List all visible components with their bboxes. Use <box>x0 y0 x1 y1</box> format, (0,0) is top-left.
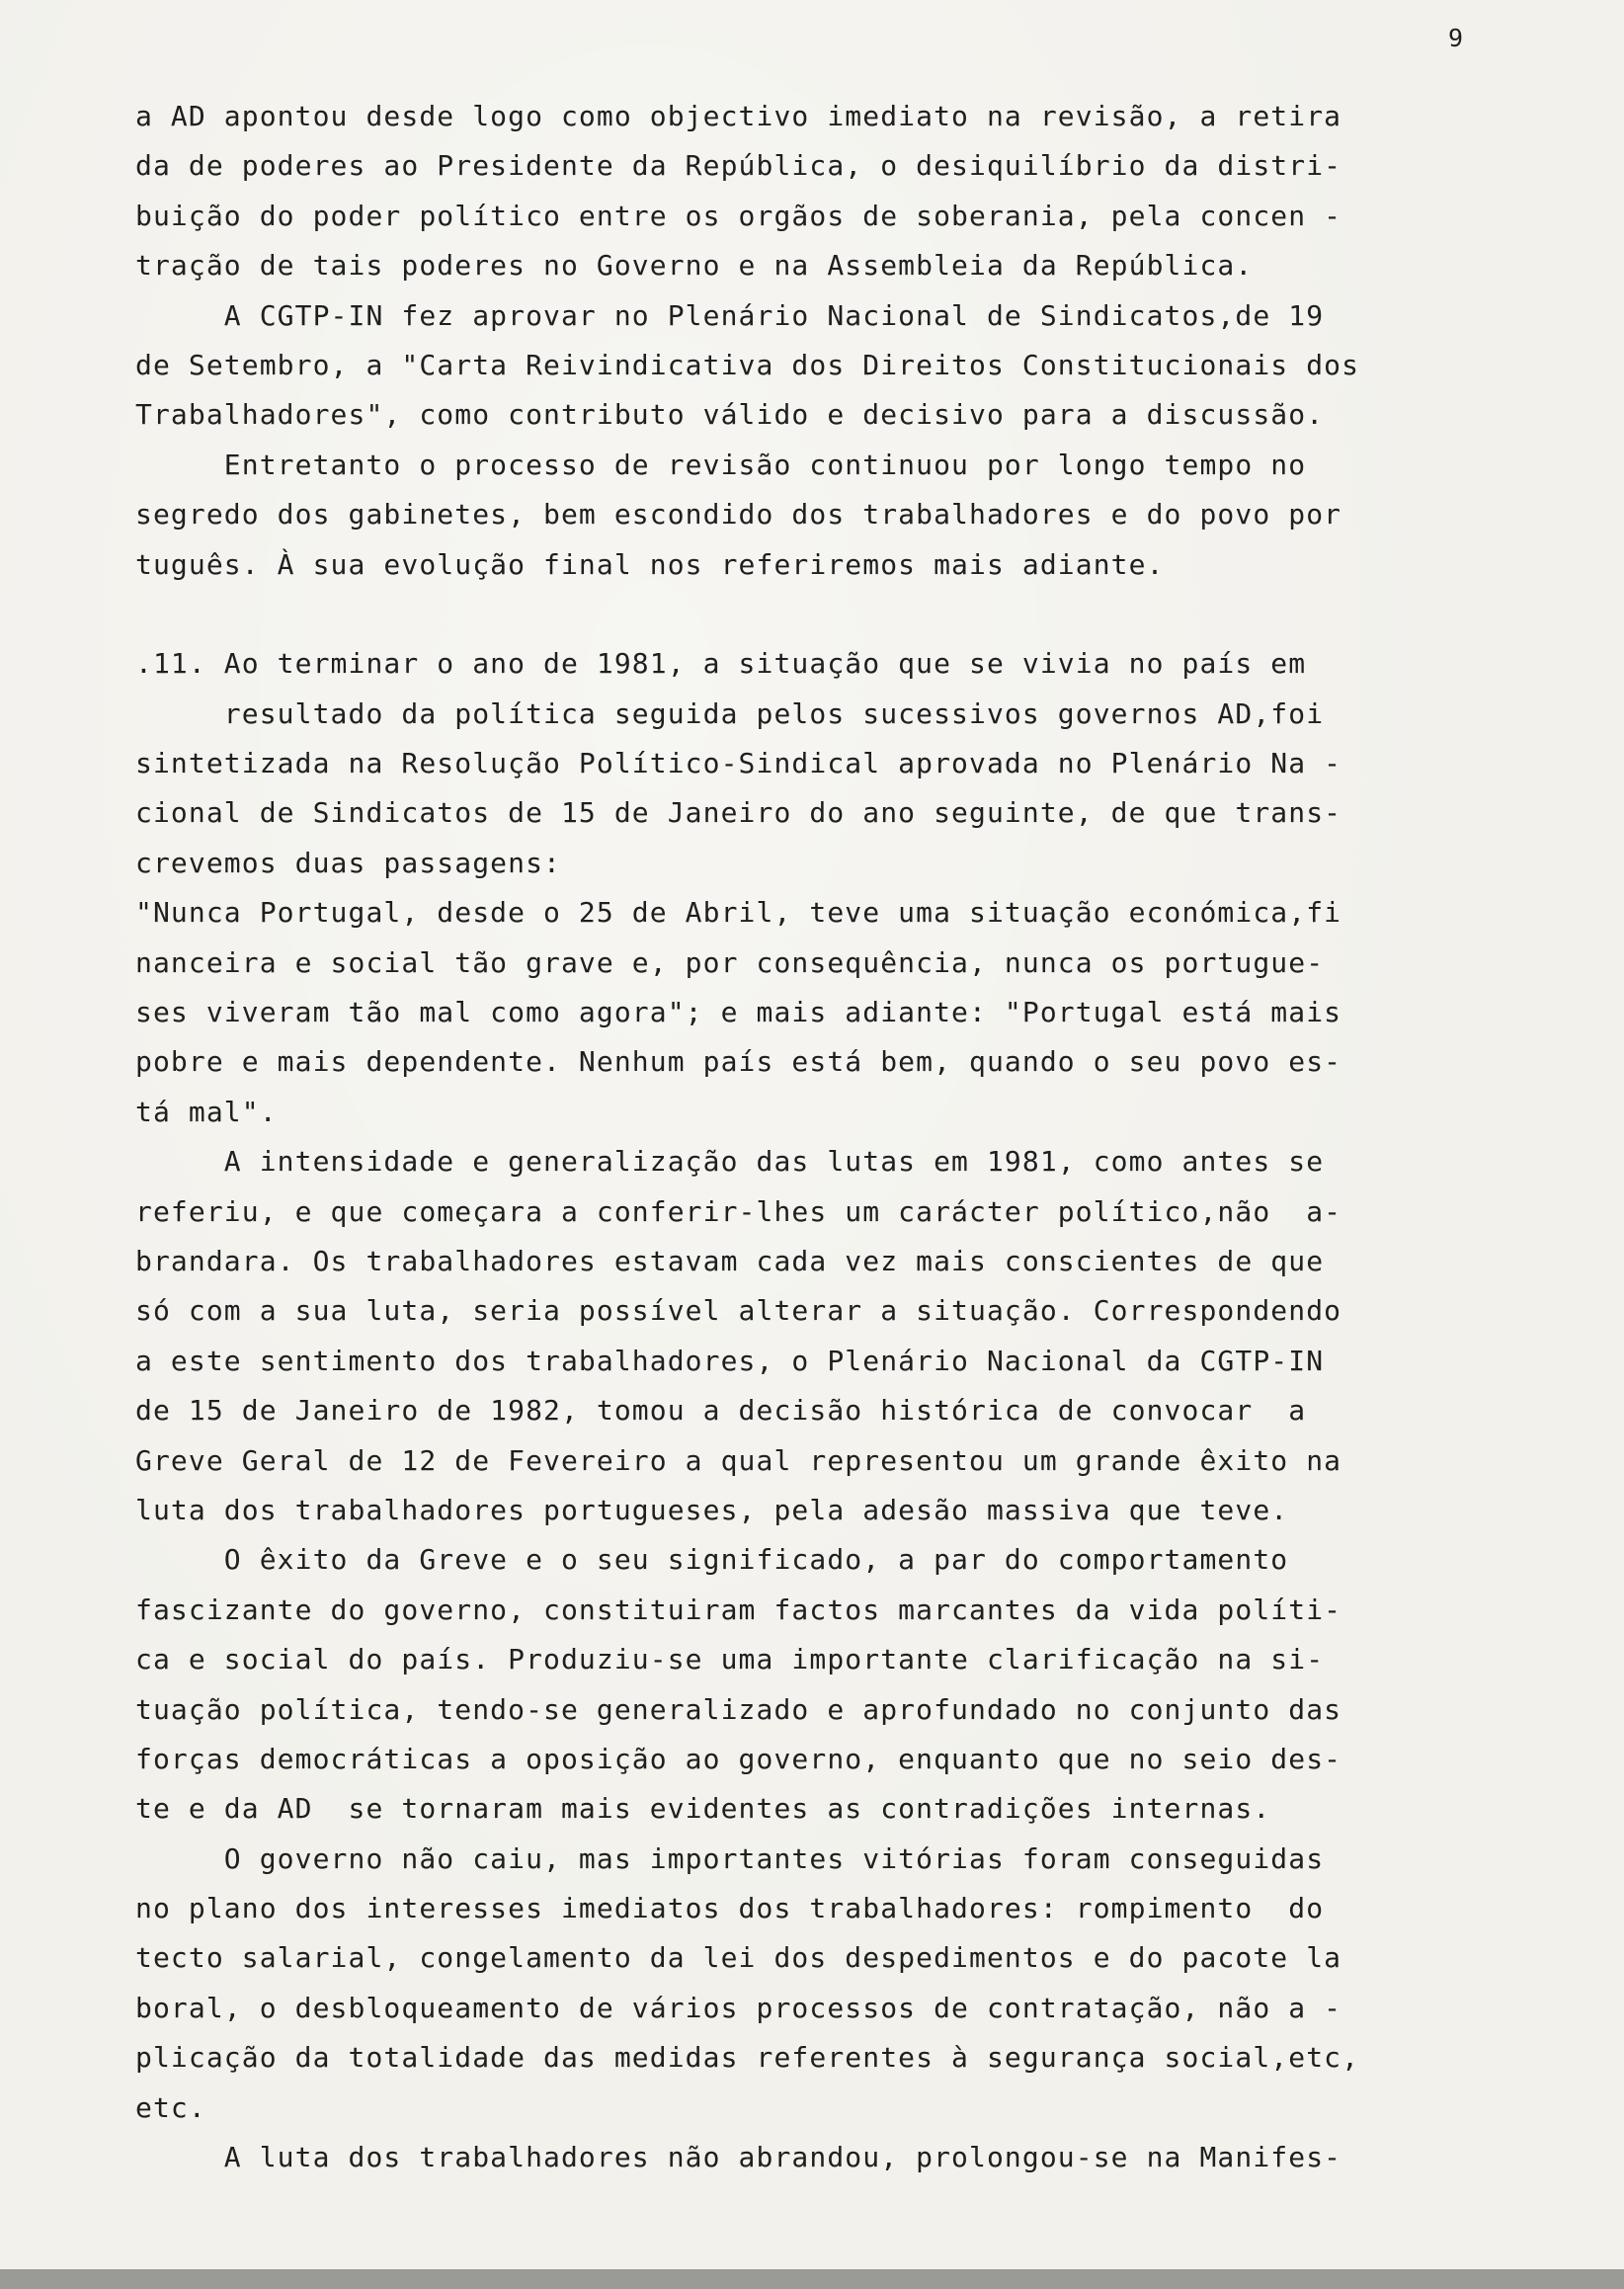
text-line: A CGTP-IN fez aprovar no Plenário Nacional de Sindicatos,de 19 <box>135 298 1325 332</box>
text-line: crevemos duas passagens: <box>135 846 561 879</box>
scan-bottom-edge <box>0 2269 1624 2289</box>
text-line: Trabalhadores", como contributo válido e decisivo para a discussão. <box>135 398 1325 432</box>
text-line: de 15 de Janeiro de 1982, tomou a decisão histórica de convocar a <box>135 1394 1307 1428</box>
text-line: A intensidade e generalização das lutas em 1981, como antes se <box>135 1145 1325 1179</box>
text-line: tecto salarial, congelamento da lei dos despedimentos e do pacote la <box>135 1941 1342 1975</box>
text-line: boral, o desbloqueamento de vários processos de contratação, não a - <box>135 1991 1342 2024</box>
text-line: te e da AD se tornaram mais evidentes as contradições internas. <box>135 1792 1271 1826</box>
text-line: resultado da política seguida pelos sucessivos governos AD,foi <box>135 696 1325 730</box>
quote-line: ses viveram tão mal como agora"; e mais adiante: "Portugal está mais <box>135 996 1342 1029</box>
quote-line: pobre e mais dependente. Nenhum país está bem, quando o seu povo es- <box>135 1045 1342 1079</box>
text-line: Entretanto o processo de revisão continuou por longo tempo no <box>135 448 1307 481</box>
text-line: no plano dos interesses imediatos dos trabalhadores: rompimento do <box>135 1892 1325 1925</box>
quote-line: tá mal". <box>135 1095 278 1128</box>
text-line: sintetizada na Resolução Político-Sindical aprovada no Plenário Na - <box>135 747 1342 780</box>
text-line: plicação da totalidade das medidas referentes à segurança social,etc, <box>135 2041 1360 2075</box>
text-line: tuguês. À sua evolução final nos referiremos mais adiante. <box>135 547 1165 581</box>
text-line: O êxito da Greve e o seu significado, a par do comportamento <box>135 1543 1289 1577</box>
text-line: buição do poder político entre os orgãos de soberania, pela concen - <box>135 199 1342 232</box>
text-line: de Setembro, a "Carta Reivindicativa dos Direitos Constitucionais dos <box>135 348 1360 381</box>
section-heading-line: .11. Ao terminar o ano de 1981, a situação que se vivia no país em <box>135 647 1307 681</box>
text-line: ca e social do país. Produziu-se uma importante clarificação na si- <box>135 1643 1325 1676</box>
text-line: brandara. Os trabalhadores estavam cada vez mais conscientes de que <box>135 1244 1325 1277</box>
text-line: tuação política, tendo-se generalizado e aprofundado no conjunto das <box>135 1692 1342 1726</box>
text-line: Greve Geral de 12 de Fevereiro a qual representou um grande êxito na <box>135 1443 1342 1477</box>
text-line: O governo não caiu, mas importantes vitórias foram conseguidas <box>135 1841 1325 1875</box>
body-text <box>135 92 1464 2182</box>
text-line: forças democráticas a oposição ao governo, enquanto que no seio des- <box>135 1742 1342 1775</box>
quote-line: nanceira e social tão grave e, por consequência, nunca os portugue- <box>135 945 1325 979</box>
page-number: 9 <box>1448 24 1465 52</box>
quote-line: "Nunca Portugal, desde o 25 de Abril, teve uma situação económica,fi <box>135 896 1342 930</box>
text-line: da de poderes ao Presidente da República, o desiquilíbrio da distri- <box>135 149 1342 183</box>
text-line: tração de tais poderes no Governo e na Assembleia da República. <box>135 249 1254 283</box>
text-line: referiu, e que começara a conferir-lhes um carácter político,não a- <box>135 1194 1342 1228</box>
text-line: segredo dos gabinetes, bem escondido dos trabalhadores e do povo por <box>135 498 1342 531</box>
text-line: só com a sua luta, seria possível alterar a situação. Correspondendo <box>135 1294 1342 1328</box>
text-line: fascizante do governo, constituiram factos marcantes da vida políti- <box>135 1593 1342 1626</box>
text-line: etc. <box>135 2090 206 2124</box>
paragraph-gap <box>135 590 1464 639</box>
text-line: a este sentimento dos trabalhadores, o Plenário Nacional da CGTP-IN <box>135 1344 1325 1377</box>
text-line: cional de Sindicatos de 15 de Janeiro do ano seguinte, de que trans- <box>135 796 1342 830</box>
text-line: a AD apontou desde logo como objectivo imediato na revisão, a retira <box>135 100 1342 132</box>
text-line: luta dos trabalhadores portugueses, pela adesão massiva que teve. <box>135 1493 1289 1526</box>
text-line: A luta dos trabalhadores não abrandou, prolongou-se na Manifes- <box>135 2141 1342 2174</box>
